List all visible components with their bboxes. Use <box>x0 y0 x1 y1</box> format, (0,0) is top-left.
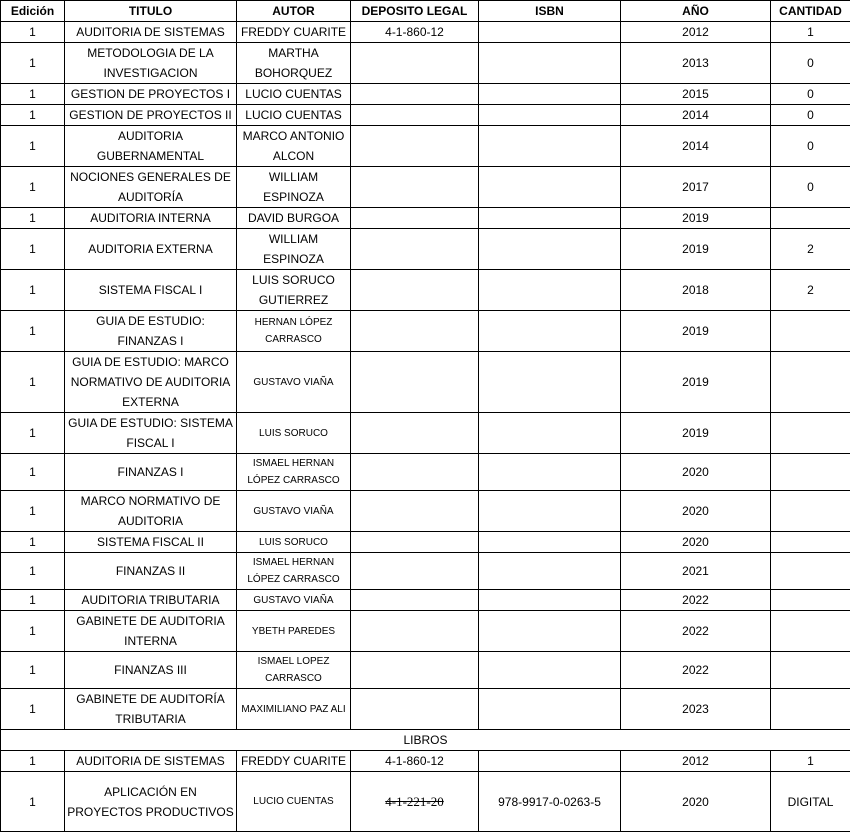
cell-deposito <box>351 454 479 491</box>
table-row <box>1 689 850 730</box>
table-row <box>1 311 850 352</box>
cell-isbn <box>479 311 621 352</box>
table-row <box>1 454 850 491</box>
cell-edicion: 1 <box>1 532 65 553</box>
cell-edicion: 1 <box>1 84 65 105</box>
cell-titulo: SISTEMA FISCAL II <box>65 532 237 553</box>
cell-isbn <box>479 22 621 43</box>
cell-edicion: 1 <box>1 413 65 454</box>
cell-edicion: 1 <box>1 126 65 167</box>
cell-deposito <box>351 311 479 352</box>
cell-edicion: 1 <box>1 229 65 270</box>
table-row <box>1 772 850 832</box>
cell-isbn <box>479 270 621 311</box>
cell-cantidad: 1 <box>771 751 850 772</box>
cell-deposito <box>351 270 479 311</box>
cell-autor: LUIS SORUCO <box>237 413 351 454</box>
cell-anio: 2021 <box>621 553 771 590</box>
header-isbn: ISBN <box>479 1 621 22</box>
cell-autor: DAVID BURGOA <box>237 208 351 229</box>
cell-anio: 2013 <box>621 43 771 84</box>
cell-autor: WILLIAM ESPINOZA <box>237 167 351 208</box>
cell-deposito <box>351 352 479 413</box>
cell-anio: 2020 <box>621 454 771 491</box>
table-row <box>1 413 850 454</box>
cell-anio: 2022 <box>621 652 771 689</box>
cell-isbn <box>479 43 621 84</box>
header-deposito-legal: DEPOSITO LEGAL <box>351 1 479 22</box>
cell-deposito <box>351 553 479 590</box>
cell-deposito <box>351 167 479 208</box>
cell-titulo: GABINETE DE AUDITORÍA TRIBUTARIA <box>65 689 237 730</box>
cell-autor: ISMAEL HERNAN LÓPEZ CARRASCO <box>237 553 351 590</box>
cell-anio: 2019 <box>621 352 771 413</box>
cell-cantidad <box>771 611 850 652</box>
cell-edicion: 1 <box>1 352 65 413</box>
cell-deposito <box>351 126 479 167</box>
section-libros <box>1 730 850 751</box>
table-row <box>1 652 850 689</box>
cell-deposito <box>351 652 479 689</box>
cell-edicion: 1 <box>1 167 65 208</box>
cell-cantidad <box>771 491 850 532</box>
cell-edicion: 1 <box>1 611 65 652</box>
table-row <box>1 105 850 126</box>
cell-edicion: 1 <box>1 311 65 352</box>
cell-titulo: GUIA DE ESTUDIO: SISTEMA FISCAL I <box>65 413 237 454</box>
cell-isbn <box>479 229 621 270</box>
cell-cantidad: 1 <box>771 22 850 43</box>
cell-autor: LUIS SORUCO <box>237 532 351 553</box>
cell-deposito: 4-1-860-12 <box>351 751 479 772</box>
cell-titulo: FINANZAS III <box>65 652 237 689</box>
cell-cantidad <box>771 352 850 413</box>
cell-titulo: AUDITORIA DE SISTEMAS <box>65 751 237 772</box>
cell-titulo: GUIA DE ESTUDIO: FINANZAS I <box>65 311 237 352</box>
cell-isbn <box>479 652 621 689</box>
cell-cantidad: 0 <box>771 43 850 84</box>
table-row <box>1 84 850 105</box>
cell-anio: 2022 <box>621 611 771 652</box>
cell-isbn <box>479 532 621 553</box>
cell-anio: 2015 <box>621 84 771 105</box>
table-row <box>1 751 850 772</box>
table-row <box>1 532 850 553</box>
header-edicion: Edición <box>1 1 65 22</box>
cell-deposito <box>351 772 479 832</box>
cell-autor: GUSTAVO VIAÑA <box>237 491 351 532</box>
cell-edicion: 1 <box>1 590 65 611</box>
cell-isbn <box>479 126 621 167</box>
cell-cantidad <box>771 689 850 730</box>
cell-titulo: APLICACIÓN EN PROYECTOS PRODUCTIVOS <box>65 772 237 832</box>
cell-deposito <box>351 105 479 126</box>
cell-deposito <box>351 491 479 532</box>
table-row <box>1 270 850 311</box>
table-row <box>1 126 850 167</box>
cell-titulo: AUDITORIA EXTERNA <box>65 229 237 270</box>
cell-deposito <box>351 689 479 730</box>
cell-edicion: 1 <box>1 553 65 590</box>
cell-edicion: 1 <box>1 208 65 229</box>
cell-edicion: 1 <box>1 105 65 126</box>
table-body <box>1 22 850 730</box>
cell-autor: LUCIO CUENTAS <box>237 84 351 105</box>
header-row <box>1 1 850 22</box>
cell-autor: FREDDY CUARITE <box>237 751 351 772</box>
cell-isbn <box>479 167 621 208</box>
cell-deposito: 4-1-860-12 <box>351 22 479 43</box>
cell-cantidad: DIGITAL <box>771 772 850 832</box>
cell-isbn <box>479 84 621 105</box>
cell-titulo: METODOLOGIA DE LA INVESTIGACION <box>65 43 237 84</box>
cell-titulo: NOCIONES GENERALES DE AUDITORÍA <box>65 167 237 208</box>
cell-edicion: 1 <box>1 454 65 491</box>
cell-titulo: FINANZAS II <box>65 553 237 590</box>
struck-deposito-text: 4-1-221-20 <box>385 794 444 809</box>
cell-titulo: SISTEMA FISCAL I <box>65 270 237 311</box>
header-titulo: TITULO <box>65 1 237 22</box>
cell-autor: HERNAN LÓPEZ CARRASCO <box>237 311 351 352</box>
cell-deposito <box>351 590 479 611</box>
cell-autor: MARTHA BOHORQUEZ <box>237 43 351 84</box>
cell-cantidad <box>771 454 850 491</box>
table-row <box>1 208 850 229</box>
cell-deposito <box>351 413 479 454</box>
cell-isbn <box>479 553 621 590</box>
cell-anio: 2019 <box>621 311 771 352</box>
cell-titulo: AUDITORIA TRIBUTARIA <box>65 590 237 611</box>
cell-deposito <box>351 208 479 229</box>
cell-autor: YBETH PAREDES <box>237 611 351 652</box>
cell-titulo: GESTION DE PROYECTOS II <box>65 105 237 126</box>
cell-autor: FREDDY CUARITE <box>237 22 351 43</box>
cell-autor: LUCIO CUENTAS <box>237 105 351 126</box>
cell-cantidad <box>771 311 850 352</box>
cell-autor: MARCO ANTONIO ALCON <box>237 126 351 167</box>
cell-isbn <box>479 491 621 532</box>
cell-edicion: 1 <box>1 22 65 43</box>
cell-anio: 2020 <box>621 532 771 553</box>
cell-isbn <box>479 689 621 730</box>
cell-titulo: AUDITORIA DE SISTEMAS <box>65 22 237 43</box>
cell-titulo: AUDITORIA GUBERNAMENTAL <box>65 126 237 167</box>
cell-anio: 2012 <box>621 751 771 772</box>
section-row <box>1 730 850 751</box>
cell-anio: 2018 <box>621 270 771 311</box>
cell-autor: MAXIMILIANO PAZ ALI <box>237 689 351 730</box>
cell-deposito <box>351 532 479 553</box>
cell-anio: 2023 <box>621 689 771 730</box>
cell-edicion: 1 <box>1 652 65 689</box>
cell-anio: 2012 <box>621 22 771 43</box>
section-label: LIBROS <box>1 730 850 751</box>
cell-deposito <box>351 611 479 652</box>
cell-isbn: 978-9917-0-0263-5 <box>479 772 621 832</box>
cell-isbn <box>479 751 621 772</box>
cell-deposito <box>351 229 479 270</box>
header-autor: AUTOR <box>237 1 351 22</box>
cell-edicion: 1 <box>1 491 65 532</box>
cell-isbn <box>479 105 621 126</box>
cell-titulo: FINANZAS I <box>65 454 237 491</box>
cell-edicion: 1 <box>1 43 65 84</box>
cell-anio: 2020 <box>621 491 771 532</box>
table-row <box>1 352 850 413</box>
cell-titulo: AUDITORIA INTERNA <box>65 208 237 229</box>
cell-titulo: GABINETE DE AUDITORIA INTERNA <box>65 611 237 652</box>
cell-anio: 2019 <box>621 208 771 229</box>
header-cantidad: CANTIDAD <box>771 1 850 22</box>
cell-deposito <box>351 43 479 84</box>
cell-anio: 2019 <box>621 413 771 454</box>
cell-isbn <box>479 590 621 611</box>
cell-isbn <box>479 413 621 454</box>
cell-titulo: GUIA DE ESTUDIO: MARCO NORMATIVO DE AUDITORIA EXTERNA <box>65 352 237 413</box>
cell-titulo: MARCO NORMATIVO DE AUDITORIA <box>65 491 237 532</box>
cell-cantidad: 0 <box>771 126 850 167</box>
cell-autor: WILLIAM ESPINOZA <box>237 229 351 270</box>
table-row <box>1 491 850 532</box>
cell-cantidad <box>771 413 850 454</box>
cell-titulo: GESTION DE PROYECTOS I <box>65 84 237 105</box>
table-row <box>1 590 850 611</box>
cell-autor: ISMAEL HERNAN LÓPEZ CARRASCO <box>237 454 351 491</box>
cell-cantidad <box>771 652 850 689</box>
cell-autor: ISMAEL LOPEZ CARRASCO <box>237 652 351 689</box>
cell-cantidad: 2 <box>771 229 850 270</box>
cell-autor: GUSTAVO VIAÑA <box>237 590 351 611</box>
cell-deposito <box>351 84 479 105</box>
table-row <box>1 553 850 590</box>
cell-cantidad <box>771 590 850 611</box>
cell-isbn <box>479 611 621 652</box>
cell-cantidad: 2 <box>771 270 850 311</box>
cell-anio: 2014 <box>621 105 771 126</box>
cell-cantidad: 0 <box>771 105 850 126</box>
cell-cantidad <box>771 553 850 590</box>
table-row <box>1 22 850 43</box>
cell-isbn <box>479 454 621 491</box>
cell-edicion: 1 <box>1 270 65 311</box>
cell-autor: LUIS SORUCO GUTIERREZ <box>237 270 351 311</box>
cell-isbn <box>479 352 621 413</box>
cell-cantidad <box>771 208 850 229</box>
header-anio: AÑO <box>621 1 771 22</box>
cell-anio: 2022 <box>621 590 771 611</box>
cell-edicion: 1 <box>1 772 65 832</box>
cell-edicion: 1 <box>1 689 65 730</box>
table-row <box>1 611 850 652</box>
cell-anio: 2020 <box>621 772 771 832</box>
cell-anio: 2014 <box>621 126 771 167</box>
cell-autor: GUSTAVO VIAÑA <box>237 352 351 413</box>
table-row <box>1 43 850 84</box>
libros-body <box>1 751 850 832</box>
cell-isbn <box>479 208 621 229</box>
cell-edicion: 1 <box>1 751 65 772</box>
table-row <box>1 167 850 208</box>
cell-cantidad: 0 <box>771 84 850 105</box>
cell-cantidad: 0 <box>771 167 850 208</box>
cell-anio: 2017 <box>621 167 771 208</box>
table-row <box>1 229 850 270</box>
cell-autor: LUCIO CUENTAS <box>237 772 351 832</box>
cell-anio: 2019 <box>621 229 771 270</box>
cell-cantidad <box>771 532 850 553</box>
